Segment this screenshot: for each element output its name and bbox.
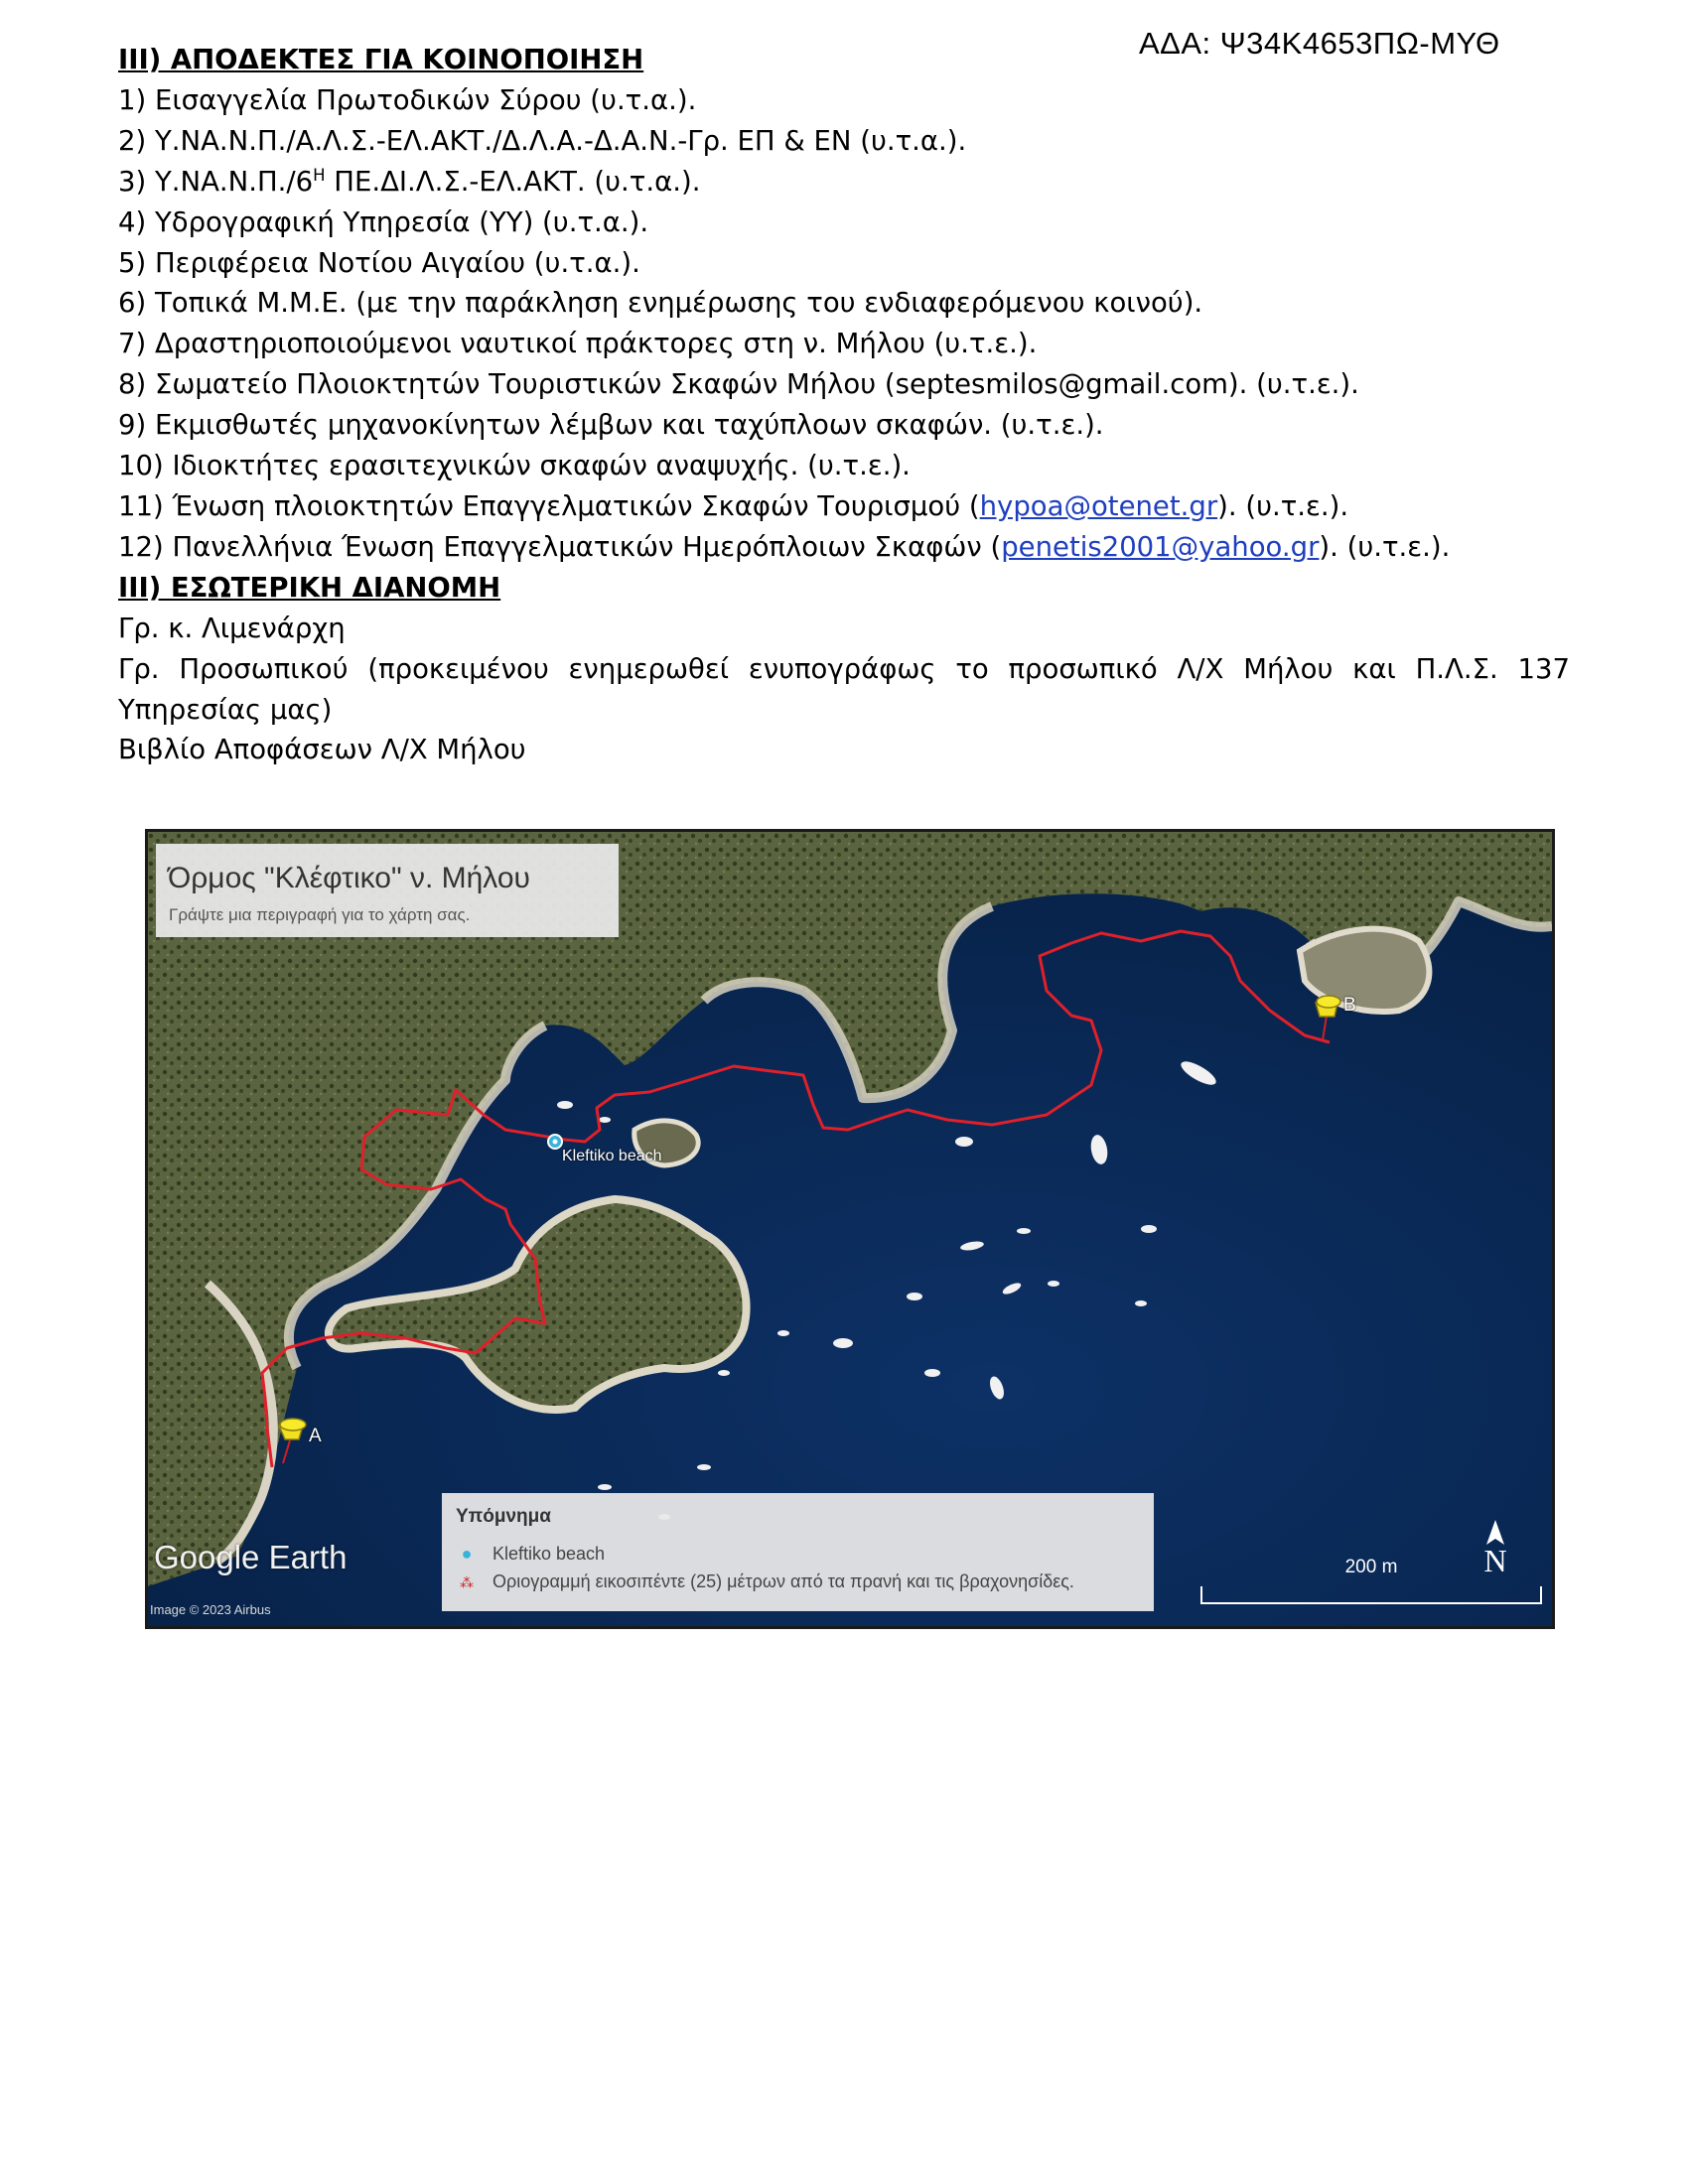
document-body — [118, 40, 1570, 770]
email-link[interactable]: hypoa@otenet.gr — [979, 489, 1218, 522]
ada-code: ΑΔΑ: Ψ34Κ4653ΠΩ-ΜΥΘ — [1139, 26, 1500, 61]
scale-label: 200 m — [1344, 1557, 1398, 1577]
list-item: 7) Δραστηριοποιούμενοι ναυτικοί πράκτορες στη ν. Μήλου (υ.τ.ε.). — [118, 328, 1038, 360]
place-label: Kleftiko beach — [562, 1148, 662, 1164]
list-item: 5) Περιφέρεια Νοτίου Αιγαίου (υ.τ.α.). — [118, 246, 640, 279]
map-title-box — [156, 844, 619, 937]
superscript: Η — [313, 165, 326, 185]
list-item-text: ). (υ.τ.ε.). — [1217, 489, 1349, 522]
list-item-text: 11) Ένωση πλοιοκτητών Επαγγελματικών Σκαφών Τουρισμού ( — [118, 489, 980, 522]
map-legend — [442, 1493, 1154, 1611]
legend-item — [455, 1544, 605, 1565]
place-marker-icon: ● — [461, 1544, 473, 1564]
map-subtitle: Γράψτε μια περιγραφή για το χάρτη σας. — [169, 905, 471, 924]
list-item — [118, 162, 1570, 203]
list-item — [118, 527, 1570, 568]
satellite-map — [145, 829, 1555, 1629]
map-title: Όρμος "Κλέφτικο" ν. Μήλου — [168, 862, 530, 894]
google-earth-watermark: Google Earth — [154, 1539, 348, 1575]
section-heading-recipients: ΙΙΙ) ΑΠΟΔΕΚΤΕΣ ΓΙΑ ΚΟΙΝΟΠΟΙΗΣΗ — [118, 44, 644, 75]
list-item-text: ΠΕ.ΔΙ.Λ.Σ.-ΕΛ.ΑΚΤ. (υ.τ.α.). — [325, 165, 701, 198]
list-item-text: 3) Υ.ΝΑ.Ν.Π./6 — [118, 165, 314, 198]
list-item: Βιβλίο Αποφάσεων Λ/Χ Μήλου — [118, 734, 526, 766]
scale-indicator — [1199, 1557, 1543, 1606]
legend-item-label: Οριογραμμή εικοσιπέντε (25) μέτρων από τα πρανή και τις βραχονησίδες. — [492, 1571, 1074, 1591]
imagery-credit: Image © 2023 Airbus — [150, 1602, 271, 1617]
email-link[interactable]: penetis2001@yahoo.gr — [1001, 530, 1320, 563]
list-item: 4) Υδρογραφική Υπηρεσία (ΥΥ) (υ.τ.α.). — [118, 205, 649, 238]
list-item: Γρ. κ. Λιμενάρχη — [118, 612, 346, 644]
list-item: 6) Τοπικά Μ.Μ.Ε. (με την παράκληση ενημέρωσης του ενδιαφερόμενου κοινού). — [118, 287, 1203, 320]
list-item-text: ). (υ.τ.ε.). — [1319, 530, 1451, 563]
list-item — [118, 486, 1570, 527]
list-item-text: 12) Πανελλήνια Ένωση Επαγγελματικών Ημερόπλοιων Σκαφών ( — [118, 530, 1002, 563]
place-marker-icon — [548, 1135, 562, 1149]
list-item: 9) Εκμισθωτές μηχανοκίνητων λέμβων και ταχύπλοων σκαφών. (υ.τ.ε.). — [118, 409, 1104, 442]
legend-item-label: Kleftiko beach — [492, 1544, 606, 1564]
list-item: 2) Υ.ΝΑ.Ν.Π./Α.Λ.Σ.-ΕΛ.ΑΚΤ./Δ.Λ.Α.-Δ.Α.Ν.-Γρ. ΕΠ & ΕΝ (υ.τ.α.). — [118, 124, 967, 157]
list-item: 10) Ιδιοκτήτες ερασιτεχνικών σκαφών αναψυχής. (υ.τ.ε.). — [118, 450, 911, 482]
list-item: 1) Εισαγγελία Πρωτοδικών Σύρου (υ.τ.α.). — [118, 83, 697, 116]
list-item: Γρ. Προσωπικού (προκειμένου ενημερωθεί ενυπογράφως το προσωπικό Λ/Χ Μήλου και Π.Λ.Σ. 137 Υπηρεσίας μας) — [118, 652, 1570, 726]
boundary-line-icon: ⁂ — [460, 1574, 474, 1590]
pin-b-label: B — [1343, 995, 1356, 1016]
legend-title: Υπόμνημα — [456, 1506, 551, 1527]
section-heading-internal: ΙΙΙ) ΕΣΩΤΕΡΙΚΗ ΔΙΑΝΟΜΗ — [118, 571, 501, 604]
north-label: N — [1483, 1543, 1507, 1578]
list-item: 8) Σωματείο Πλοιοκτητών Τουριστικών Σκαφών Μήλου (septesmilos@gmail.com). (υ.τ.ε.). — [118, 368, 1359, 401]
pin-a-label: A — [309, 1426, 322, 1446]
legend-item — [455, 1571, 1074, 1592]
